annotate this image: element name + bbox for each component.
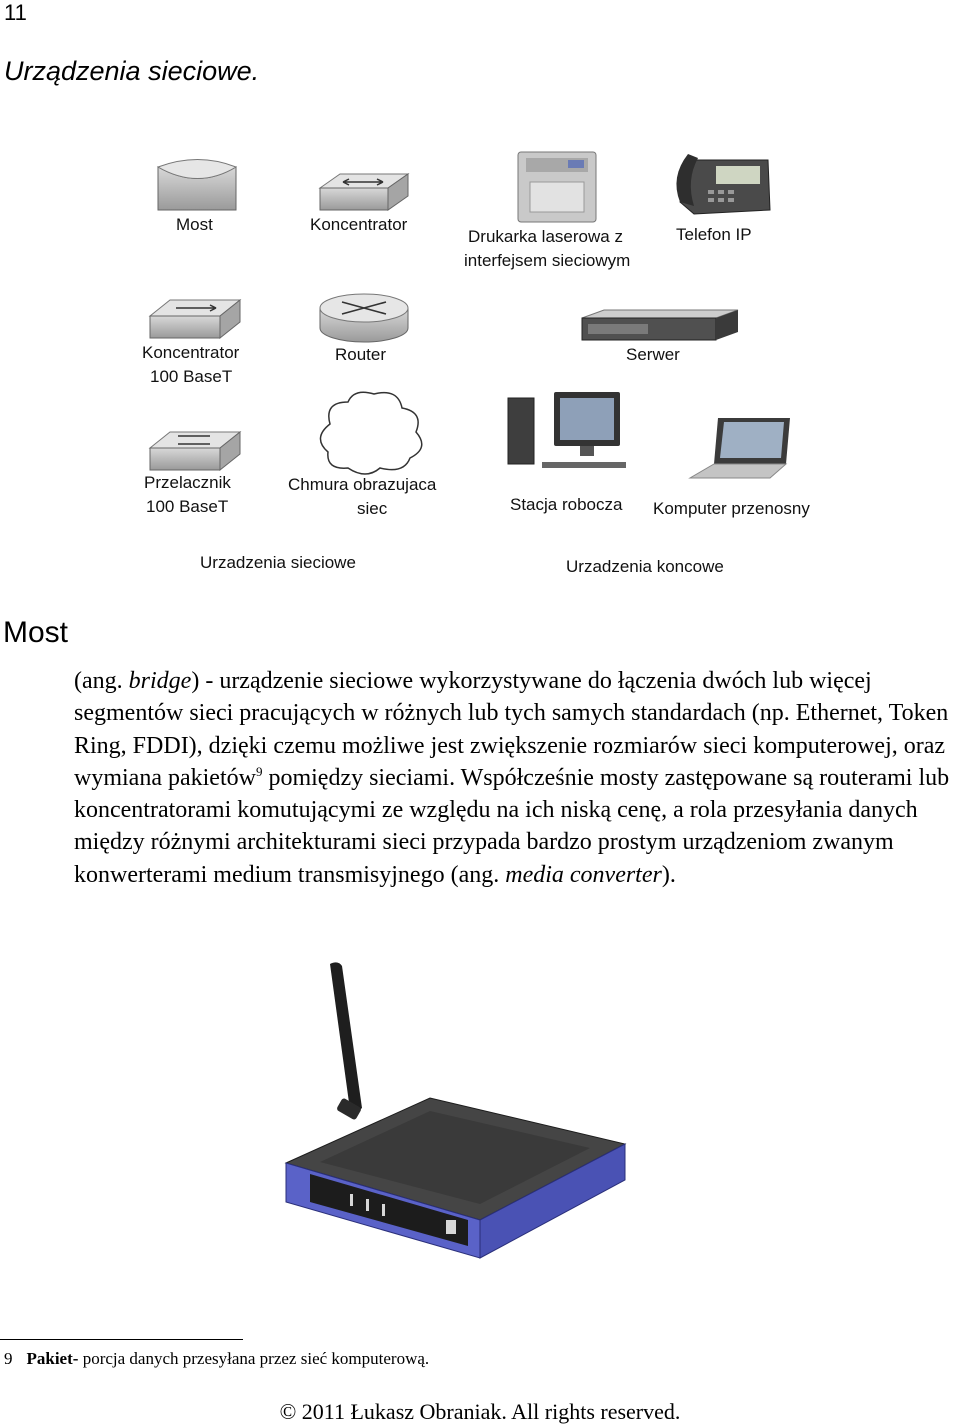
cloud-icon <box>320 392 421 474</box>
label-przelacznik-1: Przelacznik <box>144 473 231 492</box>
paragraph-text: ). <box>661 861 676 888</box>
label-chmura-2: siec <box>357 499 388 518</box>
paragraph-text: (ang. <box>74 668 129 694</box>
switch-icon <box>150 432 240 470</box>
page-number: 11 <box>4 0 27 25</box>
antenna-icon <box>330 962 362 1120</box>
term-media-converter: media converter <box>505 861 662 888</box>
label-most: Most <box>176 215 213 234</box>
label-drukarka-2: interfejsem sieciowym <box>464 251 631 270</box>
footnote-divider <box>0 1339 243 1340</box>
footnote <box>4 1349 429 1369</box>
copyright-notice: © 2011 Łukasz Obraniak. All rights reserved. <box>279 1399 681 1424</box>
label-przelacznik-2: 100 BaseT <box>146 497 229 516</box>
label-router: Router <box>335 345 387 364</box>
term-bridge: bridge <box>128 668 192 694</box>
hub-icon <box>320 174 408 210</box>
label-stacja: Stacja robocza <box>510 495 623 514</box>
footnote-reference[interactable]: 9 <box>255 763 263 779</box>
footnote-number: 9 <box>4 1349 13 1368</box>
bridge-icon <box>158 160 236 211</box>
ip-phone-icon <box>676 154 770 214</box>
workstation-icon <box>508 392 626 468</box>
wireless-router-photo <box>280 958 630 1268</box>
footnote-text: porcja danych przesyłana przez sieć komputerową. <box>78 1349 430 1368</box>
label-group-network: Urzadzenia sieciowe <box>200 553 356 572</box>
label-koncentrator: Koncentrator <box>310 215 408 234</box>
laptop-icon <box>690 418 790 478</box>
server-icon <box>582 310 738 340</box>
label-chmura-1: Chmura obrazujaca <box>288 475 437 494</box>
label-telefon: Telefon IP <box>676 225 752 244</box>
body-paragraph <box>74 665 960 891</box>
printer-icon <box>518 152 596 222</box>
label-koncentrator100-1: Koncentrator <box>142 343 240 362</box>
label-komputer: Komputer przenosny <box>653 499 810 518</box>
network-devices-figure <box>98 122 838 614</box>
label-drukarka-1: Drukarka laserowa z <box>468 227 623 246</box>
page-title: Urządzenia sieciowe. <box>4 56 260 86</box>
router-icon <box>320 294 408 342</box>
footnote-term: Pakiet- <box>26 1349 79 1368</box>
label-koncentrator100-2: 100 BaseT <box>150 367 233 386</box>
label-group-end: Urzadzenia koncowe <box>566 557 724 576</box>
hub-100-icon <box>150 300 240 338</box>
paragraph-text: ) - urządzenie sieciowe wykorzystywane do łączenia dwóch lub więcej segmentów sieci pracujących w różnych lub tych samych standardach (np. Ethernet, Token Ring, FDDI), dzięki czemu możliwe jest zwiększenie rozmiarów sieci komputerowej, oraz wymiana pakietów <box>74 668 949 791</box>
label-serwer: Serwer <box>626 345 680 364</box>
paragraph-text: pomiędzy sieciami. Współcześnie mosty zastępowane są routerami lub koncentratorami komutującymi ze względu na ich niską cenę, a rola przesyłania danych między różnymi architekturami sieci przypada bardzo prostym urządzeniom zwanym konwerterami medium transmisyjnego (ang. <box>74 764 950 888</box>
section-heading: Most <box>3 616 69 649</box>
